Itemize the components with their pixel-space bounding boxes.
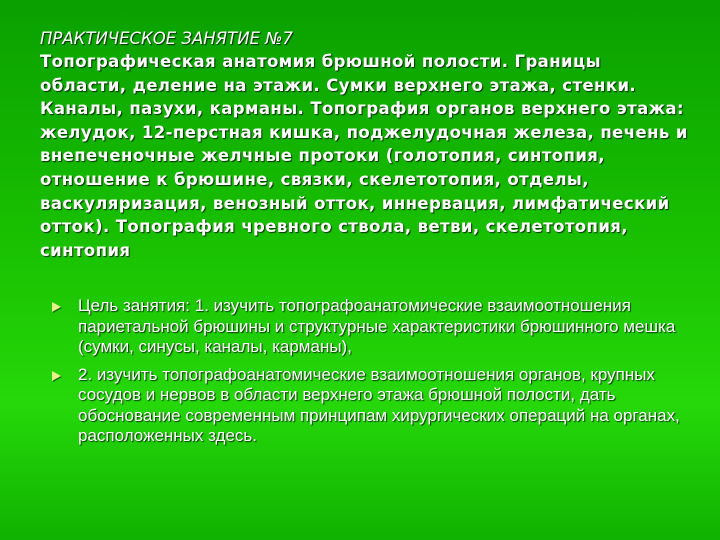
goal-text-1: Цель занятия: 1. изучить топографоанатомические взаимоотношения париетальной брюшины и структурные характеристики брюшинного мешка (сумки, синусы, каналы, карманы), xyxy=(78,296,676,356)
slide-title xyxy=(40,28,690,262)
list-item xyxy=(52,296,682,358)
lesson-heading: ПРАКТИЧЕСКОЕ ЗАНЯТИЕ №7 xyxy=(40,29,293,48)
content-list xyxy=(52,296,682,454)
triangle-bullet-icon xyxy=(52,371,61,381)
list-item xyxy=(52,365,682,447)
goal-text-2: 2. изучить топографоанатомические взаимоотношения органов, крупных сосудов и нервов в области верхнего этажа брюшной полости, дать обоснование современным принципам хирургических операций на органах, расположенных здесь. xyxy=(78,364,680,445)
lesson-topic: Топографическая анатомия брюшной полости. Границы области, деление на этажи. Сумки верхнего этажа, стенки. Каналы, пазухи, карманы. Топография органов верхнего этажа: желудок, 12-перстная кишка, поджелудочная железа, печень и внепеченочные желчные протоки (голотопия, синтопия, отношение к брюшине, связки, скелетотопия, отделы, васкуляризация, венозный отток, иннервация, лимфатический отток). Топография чревного ствола, ветви, скелетотопия, синтопия xyxy=(40,52,688,260)
triangle-bullet-icon xyxy=(52,302,61,312)
